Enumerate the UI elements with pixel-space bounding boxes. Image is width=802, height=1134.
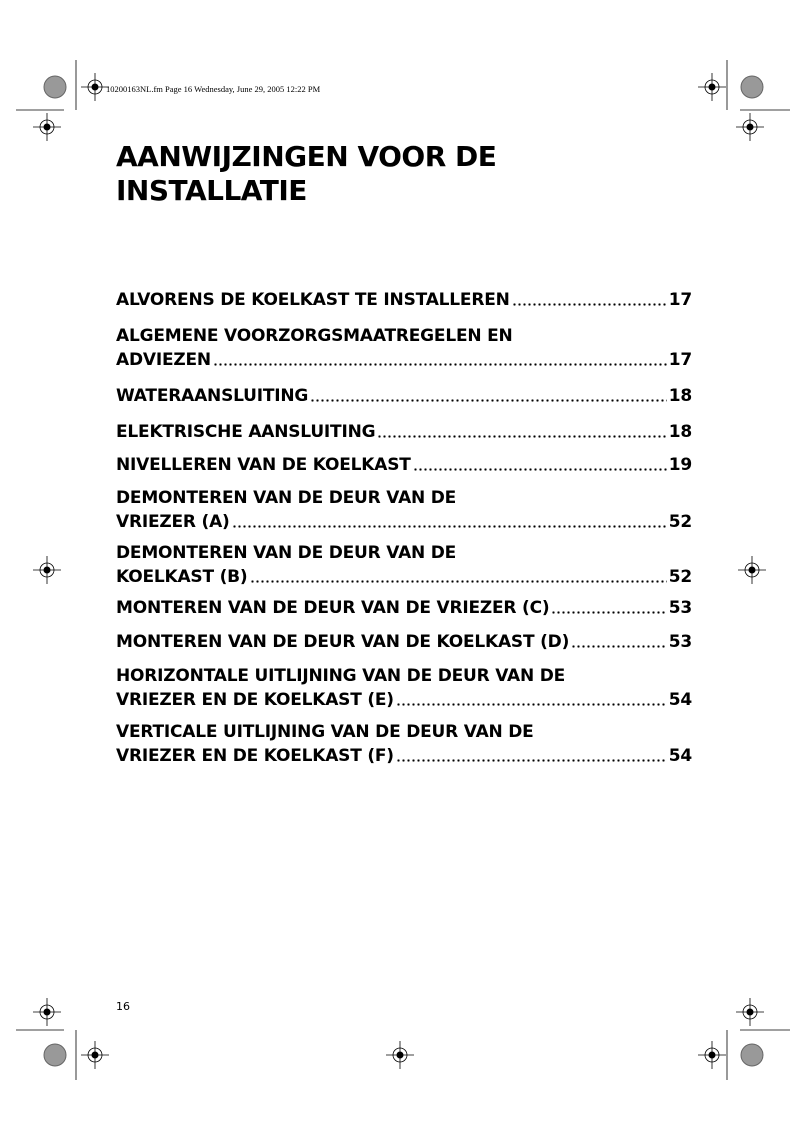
crosshair-mark-icon — [81, 1041, 109, 1069]
title-line: AANWIJZINGEN VOOR DE — [116, 140, 497, 173]
toc-entry-page: 17 — [668, 290, 692, 310]
dot-leader — [512, 302, 667, 307]
dot-leader — [232, 524, 667, 529]
table-of-contents — [116, 288, 692, 768]
toc-entry-page: 54 — [668, 690, 692, 710]
toc-entry-title: ELEKTRISCHE AANSLUITING — [116, 422, 376, 442]
color-wheel-mark-icon — [44, 1044, 66, 1066]
dot-leader — [396, 702, 667, 707]
color-wheel-mark-icon — [44, 76, 66, 98]
crosshair-mark-icon — [698, 1041, 726, 1069]
toc-entry-title: ALVORENS DE KOELKAST TE INSTALLEREN — [116, 290, 510, 310]
dot-leader — [396, 758, 667, 763]
crosshair-mark-icon — [738, 556, 766, 584]
toc-entry-title: KOELKAST (B) — [116, 567, 248, 587]
dot-leader — [571, 644, 667, 649]
page-title — [116, 140, 496, 208]
toc-entry-title: MONTEREN VAN DE DEUR VAN DE KOELKAST (D) — [116, 632, 570, 652]
crosshair-mark-icon — [33, 998, 61, 1026]
toc-entry[interactable] — [116, 664, 692, 712]
file-header: 10200163NL.fm Page 16 Wednesday, June 29, 2005 12:22 PM — [106, 84, 321, 94]
dot-leader — [413, 467, 667, 472]
toc-entry[interactable] — [116, 384, 692, 408]
toc-entry-title: VRIEZER EN DE KOELKAST (F) — [116, 746, 394, 766]
toc-entry-title: DEMONTEREN VAN DE DEUR VAN DE — [116, 488, 457, 508]
toc-entry-page: 52 — [668, 512, 692, 532]
toc-entry-title: MONTEREN VAN DE DEUR VAN DE VRIEZER (C) — [116, 598, 550, 618]
toc-entry-page: 18 — [668, 386, 692, 406]
toc-entry-title: VRIEZER EN DE KOELKAST (E) — [116, 690, 394, 710]
toc-entry-page: 19 — [668, 455, 692, 475]
toc-entry-title: DEMONTEREN VAN DE DEUR VAN DE — [116, 543, 457, 563]
title-line: INSTALLATIE — [116, 174, 307, 207]
toc-entry[interactable] — [116, 486, 692, 534]
toc-entry[interactable] — [116, 453, 692, 477]
crosshair-mark-icon — [33, 113, 61, 141]
dot-leader — [310, 398, 667, 403]
toc-entry-title: ALGEMENE VOORZORGSMAATREGELEN EN — [116, 326, 513, 346]
toc-entry[interactable] — [116, 420, 692, 444]
toc-entry-title: VRIEZER (A) — [116, 512, 230, 532]
toc-entry-page: 54 — [668, 746, 692, 766]
crosshair-mark-icon — [386, 1041, 414, 1069]
toc-entry-title: WATERAANSLUITING — [116, 386, 309, 406]
toc-entry-page: 53 — [668, 632, 692, 652]
crosshair-mark-icon — [736, 998, 764, 1026]
dot-leader — [551, 610, 666, 615]
toc-entry[interactable] — [116, 288, 692, 312]
toc-entry-title: VERTICALE UITLIJNING VAN DE DEUR VAN DE — [116, 722, 534, 742]
dot-leader — [377, 434, 666, 439]
toc-entry-page: 17 — [668, 350, 692, 370]
dot-leader — [213, 362, 667, 367]
dot-leader — [250, 579, 667, 584]
crosshair-mark-icon — [81, 73, 109, 101]
toc-entry-page: 52 — [668, 567, 692, 587]
toc-entry[interactable] — [116, 324, 692, 372]
toc-entry-page: 18 — [668, 422, 692, 442]
page-number: 16 — [116, 1000, 130, 1013]
toc-entry[interactable] — [116, 541, 692, 589]
crosshair-mark-icon — [698, 73, 726, 101]
toc-entry[interactable] — [116, 596, 692, 620]
color-wheel-mark-icon — [741, 76, 763, 98]
toc-entry-page: 53 — [668, 598, 692, 618]
toc-entry[interactable] — [116, 630, 692, 654]
crosshair-mark-icon — [736, 113, 764, 141]
color-wheel-mark-icon — [741, 1044, 763, 1066]
toc-entry-title: ADVIEZEN — [116, 350, 211, 370]
toc-entry-title: HORIZONTALE UITLIJNING VAN DE DEUR VAN DE — [116, 666, 566, 686]
toc-entry-title: NIVELLEREN VAN DE KOELKAST — [116, 455, 411, 475]
toc-entry[interactable] — [116, 720, 692, 768]
crosshair-mark-icon — [33, 556, 61, 584]
